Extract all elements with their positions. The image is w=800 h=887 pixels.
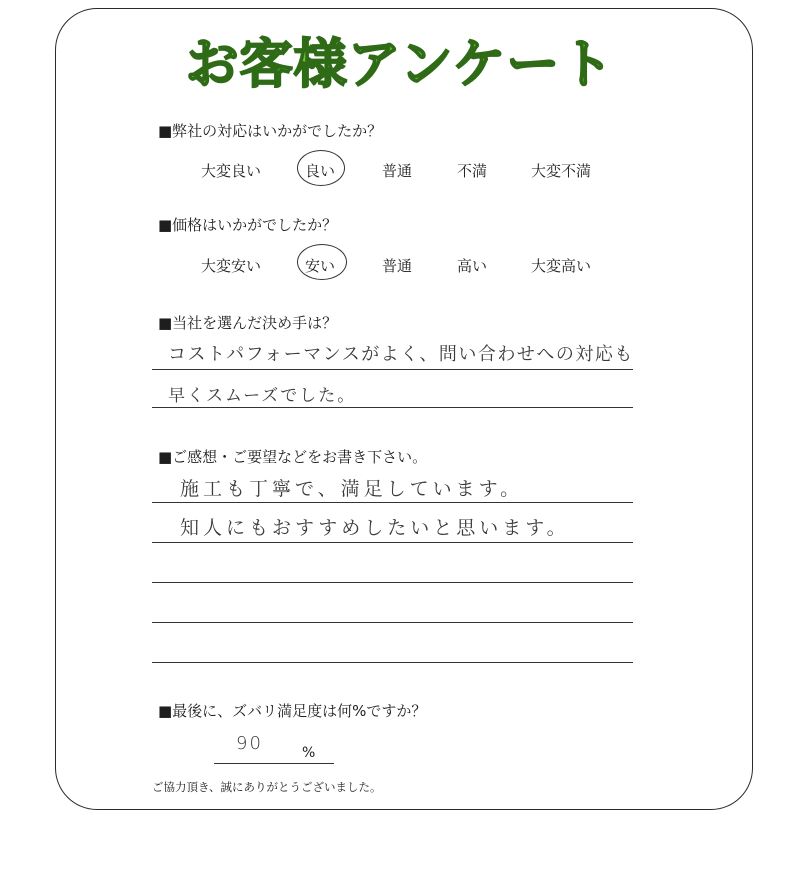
q3-rule-2: [152, 407, 633, 408]
question-comments: ■ご感想・ご要望などをお書き下さい。: [158, 448, 428, 466]
q2-selected-circle: [297, 244, 347, 280]
q1-option-very-dissatisfied[interactable]: 大変不満: [531, 162, 592, 180]
q1-option-very-good[interactable]: 大変良い: [201, 162, 262, 180]
survey-title: お客様アンケート: [185, 34, 615, 95]
q3-answer-line-2: 早くスムーズでした。: [168, 386, 357, 406]
q1-option-dissatisfied[interactable]: 不満: [457, 162, 488, 180]
q1-option-average[interactable]: 普通: [382, 162, 413, 180]
q1-option-good[interactable]: 良い: [305, 162, 336, 180]
q4-rule-2: [152, 542, 633, 543]
question-price: ■価格はいかがでしたか？: [158, 216, 338, 234]
q4-rule-3: [152, 582, 633, 583]
satisfaction-underline: [214, 763, 334, 764]
q3-answer-line-1: コストパフォーマンスがよく、問い合わせへの対応も: [168, 344, 634, 365]
q1-selected-circle: [297, 150, 345, 186]
question-deciding-factor: ■当社を選んだ決め手は？: [158, 314, 338, 332]
question-service: ■弊社の対応はいかがでしたか？: [158, 122, 383, 140]
q4-answer-line-2: 知人にもおすすめしたいと思います。: [180, 517, 570, 539]
question-satisfaction-percent: ■最後に、ズバリ満足度は何%ですか？: [158, 702, 427, 720]
q2-option-cheap[interactable]: 安い: [305, 257, 336, 275]
q2-option-expensive[interactable]: 高い: [457, 257, 488, 275]
satisfaction-value: 90: [236, 733, 263, 754]
q4-rule-5: [152, 662, 633, 663]
q2-option-very-cheap[interactable]: 大変安い: [201, 257, 262, 275]
q4-rule-4: [152, 622, 633, 623]
q4-answer-line-1: 施工も丁寧で、満足しています。: [180, 478, 524, 500]
q2-option-average[interactable]: 普通: [382, 257, 413, 275]
q2-option-very-expensive[interactable]: 大変高い: [531, 257, 592, 275]
q4-rule-1: [152, 502, 633, 503]
q3-rule-1: [152, 369, 633, 370]
percent-unit: %: [302, 745, 316, 761]
thank-you-note: ご協力頂き、誠にありがとうございました。: [152, 780, 382, 794]
